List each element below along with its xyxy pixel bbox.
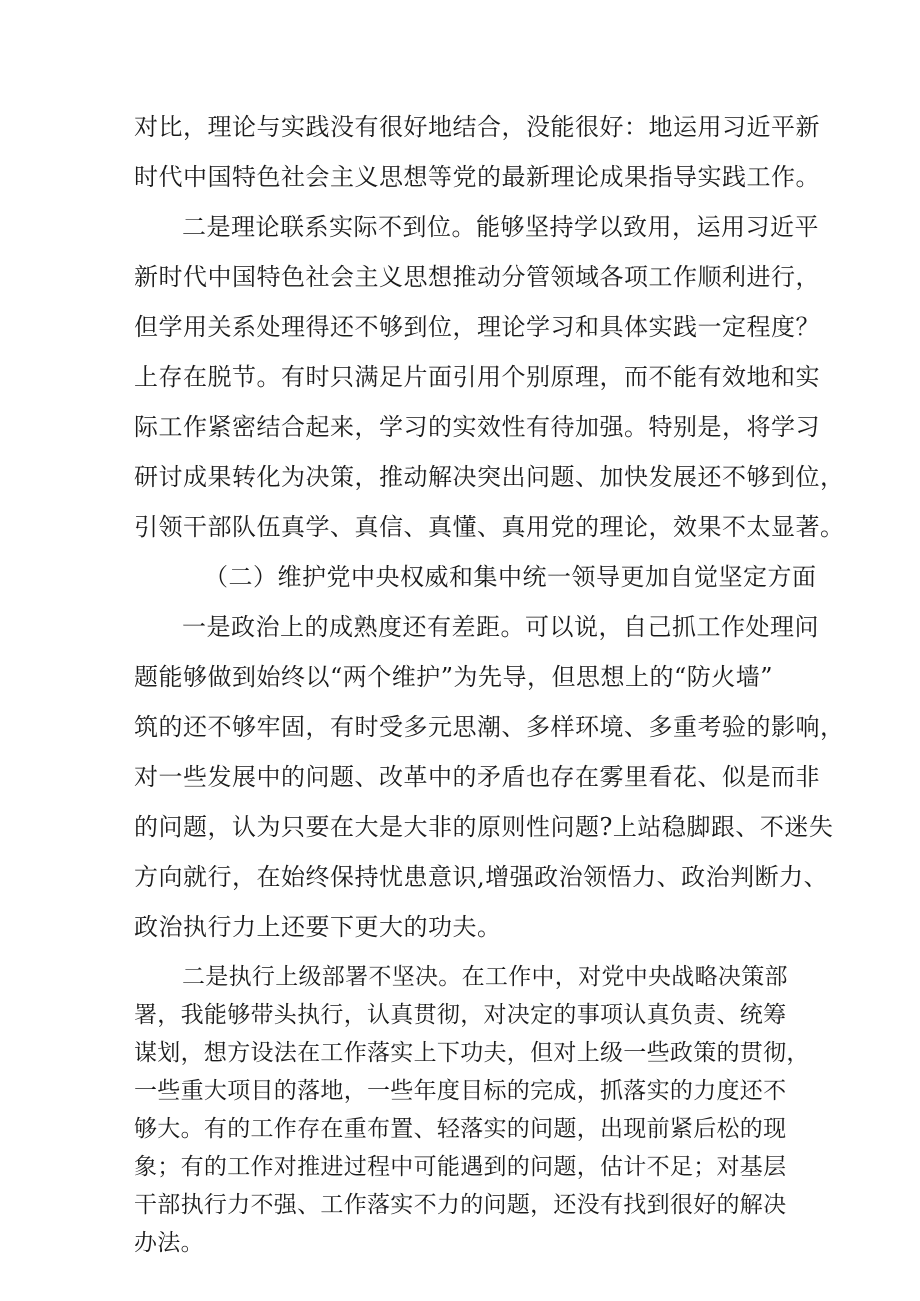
section-heading: （二）维护党中央权威和集中统一领导更加自觉坚定方面 xyxy=(204,563,817,591)
text-line: 引领干部队伍真学、真信、真懂、真用党的理论，效果不太显著。 xyxy=(134,513,845,541)
paragraph-start-line: 二是理论联系实际不到位。能够坚持学以致用，运用习近平 xyxy=(182,213,819,241)
text-line: 办法。 xyxy=(134,1230,204,1256)
text-line: 方向就行，在始终保持忧患意识,增强政治领悟力、政治判断力、 xyxy=(134,863,829,891)
text-line: 干部执行力不强、工作落实不力的问题，还没有找到很好的解决 xyxy=(134,1192,787,1218)
text-line: 但学用关系处理得还不够到位，理论学习和具体实践一定程度？ xyxy=(134,313,820,341)
text-line: 署，我能够带头执行，认真贯彻，对决定的事项认真负责、统筹 xyxy=(134,1002,787,1028)
text-line: 够大。有的工作存在重布置、轻落实的问题，出现前紧后松的现 xyxy=(134,1116,787,1142)
text-line: 新时代中国特色社会主义思想推动分管领域各项工作顺利进行， xyxy=(134,263,820,291)
text-line: 对比，理论与实践没有很好地结合，没能很好：地运用习近平新 xyxy=(134,113,820,141)
text-line: 际工作紧密结合起来，学习的实效性有待加强。特别是，将学习 xyxy=(134,413,820,441)
text-line: 象；有的工作对推进过程中可能遇到的问题，估计不足；对基层 xyxy=(134,1154,787,1180)
text-line: 对一些发展中的问题、改革中的矛盾也存在雾里看花、似是而非 xyxy=(134,763,820,791)
text-line: 一些重大项目的落地，一些年度目标的完成，抓落实的力度还不 xyxy=(134,1078,787,1104)
paragraph-start-line: 二是执行上级部署不坚决。在工作中，对党中央战略决策部 xyxy=(182,964,788,990)
text-line: 时代中国特色社会主义思想等党的最新理论成果指导实践工作。 xyxy=(134,163,820,191)
paragraph-start-line: 一是政治上的成熟度还有差距。可以说，自己抓工作处理问 xyxy=(182,613,819,641)
text-line: 筑的还不够牢固，有时受多元思潮、多样环境、多重考验的影响， xyxy=(134,713,845,741)
text-line: 研讨成果转化为决策，推动解决突出问题、加快发展还不够到位， xyxy=(134,463,845,491)
text-line: 的问题，认为只要在大是大非的原则性问题?上站稳脚跟、不迷失 xyxy=(134,813,834,841)
text-line: 谋划，想方设法在工作落实上下功夫，但对上级一些政策的贯彻， xyxy=(134,1040,810,1066)
text-line: 上存在脱节。有时只满足片面引用个别原理，而不能有效地和实 xyxy=(134,363,820,391)
text-line: 政治执行力上还要下更大的功夫。 xyxy=(134,913,502,941)
text-line: 题能够做到始终以“两个维护”为先导，但思想上的“防火墙” xyxy=(134,663,774,691)
